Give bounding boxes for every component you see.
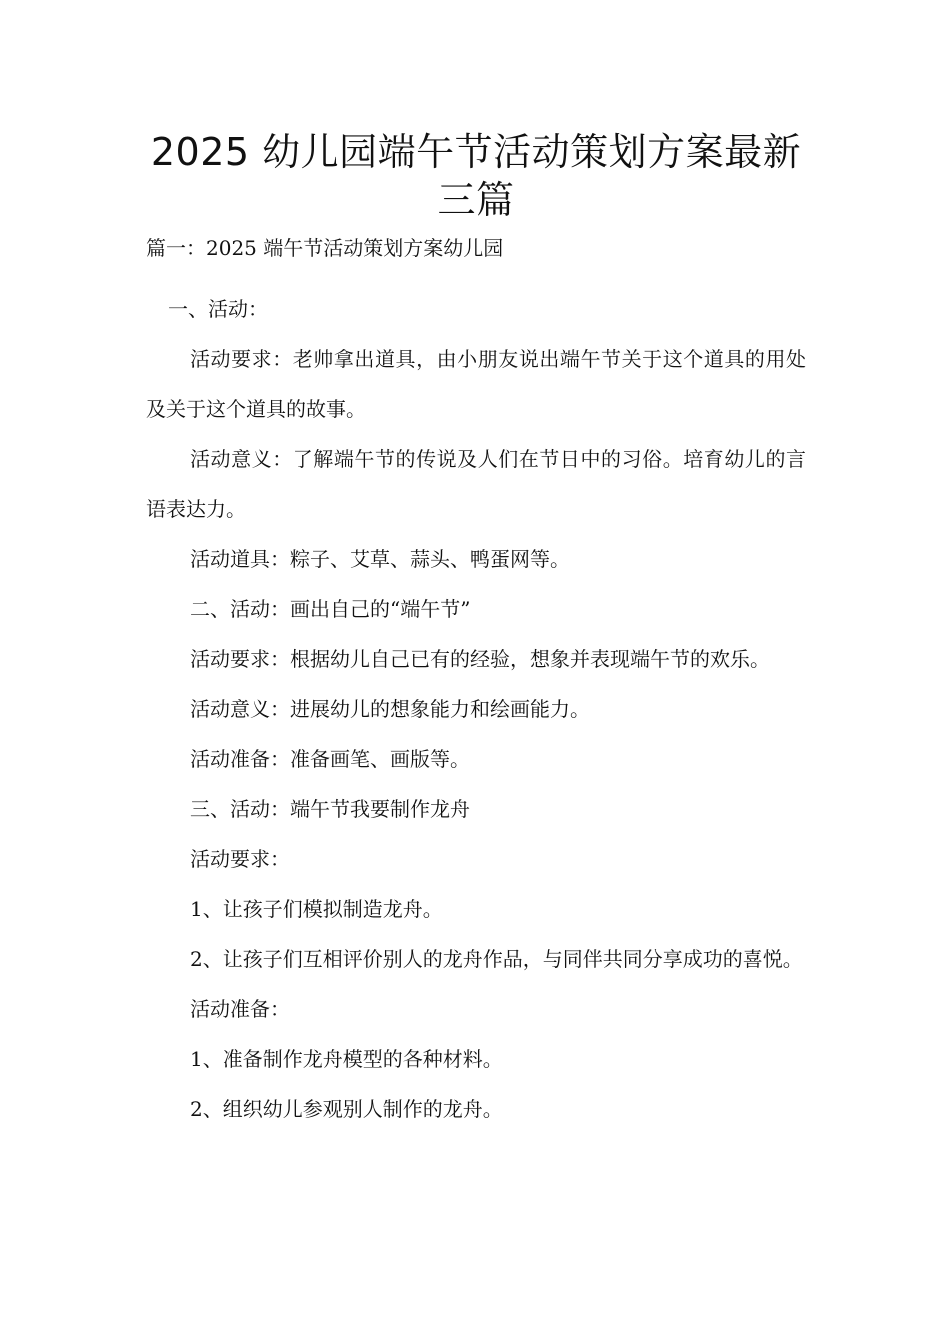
paragraph: 活动意义：了解端午节的传说及人们在节日中的习俗。培育幼儿的言语表达力。 bbox=[146, 447, 806, 521]
paragraph: 1、让孩子们模拟制造龙舟。 bbox=[190, 897, 443, 921]
paragraph: 活动道具：粽子、艾草、蒜头、鸭蛋网等。 bbox=[190, 547, 570, 571]
paragraph: 活动准备： bbox=[190, 997, 290, 1021]
paragraph: 一、活动： bbox=[168, 297, 268, 321]
paragraph: 二、活动：画出自己的“端午节” bbox=[190, 597, 471, 621]
paragraph: 活动要求：老帅拿出道具，由小朋友说出端午节关于这个道具的用处及关于这个道具的故事。 bbox=[146, 347, 806, 421]
paragraph: 2、组织幼儿参观别人制作的龙舟。 bbox=[190, 1097, 503, 1121]
document-page bbox=[146, 128, 806, 1134]
paragraph: 活动要求： bbox=[190, 847, 290, 871]
section-heading: 篇一：2025 端午节活动策划方案幼儿园 bbox=[146, 236, 504, 260]
paragraph: 活动准备：准备画笔、画版等。 bbox=[190, 747, 470, 771]
paragraph: 1、准备制作龙舟模型的各种材料。 bbox=[190, 1047, 503, 1071]
paragraph: 三、活动：端午节我要制作龙舟 bbox=[190, 797, 470, 821]
paragraph: 2、让孩子们互相评价别人的龙舟作品，与同伴共同分享成功的喜悦。 bbox=[190, 947, 803, 971]
paragraph: 活动意义：进展幼儿的想象能力和绘画能力。 bbox=[190, 697, 590, 721]
paragraph: 活动要求：根据幼儿自己已有的经验，想象并表现端午节的欢乐。 bbox=[190, 647, 770, 671]
document-title: 2025 幼儿园端午节活动策划方案最新三篇 bbox=[150, 130, 802, 222]
